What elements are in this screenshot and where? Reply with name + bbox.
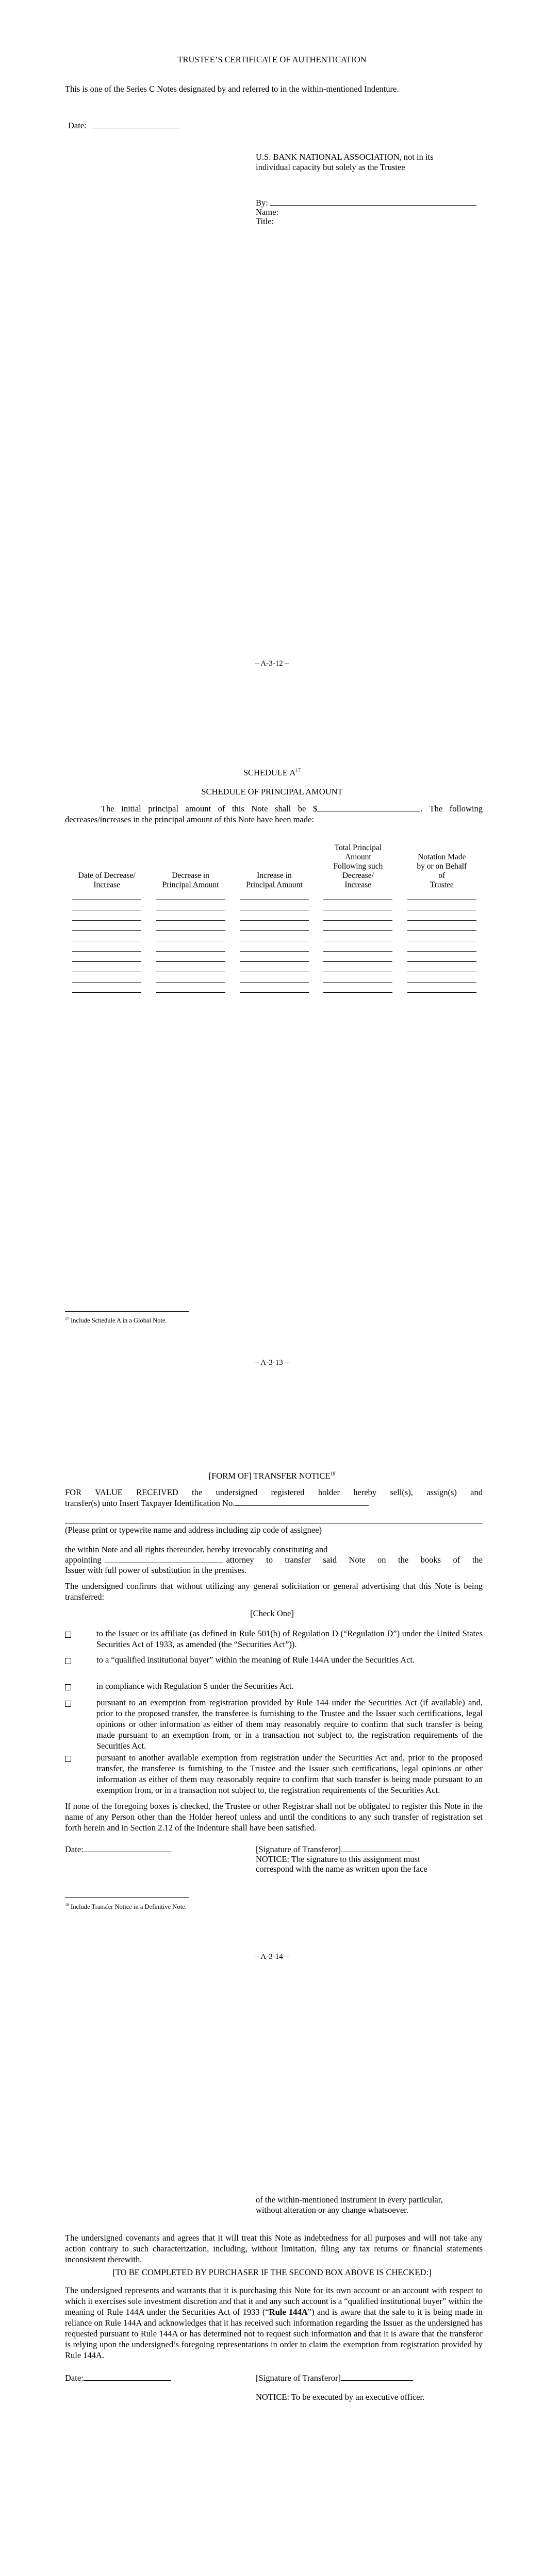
table-cell-blank bbox=[316, 900, 400, 910]
date-label: Date: bbox=[65, 1844, 84, 1854]
table-cell-blank bbox=[65, 982, 149, 993]
fill-in-line bbox=[240, 941, 309, 952]
table-cell-blank bbox=[400, 921, 484, 931]
table-cell-blank bbox=[149, 931, 232, 941]
col-header-line2: Trustee bbox=[430, 880, 454, 889]
table-cell-blank bbox=[316, 921, 400, 931]
trustee-block bbox=[256, 152, 434, 173]
purchaser-signature-line bbox=[256, 2372, 413, 2383]
signature-blank bbox=[341, 2372, 413, 2381]
date-label: Date: bbox=[65, 2373, 84, 2383]
checkbox-affiliate[interactable] bbox=[65, 1632, 71, 1638]
col-header-line1: Decrease in bbox=[172, 871, 209, 880]
option-regulation-s: in compliance with Regulation S under the Securities Act. bbox=[96, 1681, 294, 1691]
fill-in-line bbox=[156, 982, 225, 993]
footnote-number: 17 bbox=[65, 1316, 69, 1321]
fill-in-line bbox=[156, 890, 225, 900]
fill-in-line bbox=[407, 931, 476, 941]
table-cell-blank bbox=[316, 952, 400, 962]
by-blank bbox=[270, 198, 476, 206]
fill-in-line bbox=[323, 900, 392, 910]
fill-in-line bbox=[323, 972, 392, 982]
date-blank bbox=[93, 120, 179, 128]
option-affiliate: to the Issuer or its affiliate (as defined in Rule 501(b) of Regulation D (“Regulation D”) under the United States Securities Act of 1933, as amended (the “Securities Act”)). bbox=[96, 1629, 483, 1649]
table-cell-blank bbox=[316, 962, 400, 972]
col-header-date bbox=[65, 843, 149, 890]
attorney-blank bbox=[105, 1555, 223, 1563]
fill-in-line bbox=[407, 890, 476, 900]
attorney-text: attorney to transfer said Note on the books of the bbox=[226, 1555, 483, 1565]
schedule-heading bbox=[0, 768, 544, 778]
option-qib: to a “qualified institutional buyer” within the meaning of Rule 144A under the Securities Act. bbox=[96, 1655, 415, 1665]
table-cell-blank bbox=[400, 910, 484, 921]
footnote-17 bbox=[65, 1316, 167, 1325]
fill-in-line bbox=[240, 931, 309, 941]
fill-in-line bbox=[323, 952, 392, 962]
table-cell-blank bbox=[233, 910, 316, 921]
schedule-intro-b: . The following decreases/increases in the principal amount of this Note have been made: bbox=[65, 804, 483, 824]
table-cell-blank bbox=[149, 910, 232, 921]
fill-in-line bbox=[156, 952, 225, 962]
transfer-para-1 bbox=[65, 1487, 483, 1509]
table-cell-blank bbox=[316, 910, 400, 921]
table-cell-blank bbox=[149, 890, 232, 900]
option-rule-144: pursuant to an exemption from registration provided by Rule 144 under the Securities Act (if available) and, prior to the proposed transfer, the transferee is furnishing to the Trustee and the Issuer such certifications, legal opinions or other information as either of them may reasonably require to confirm that such transfer is being made pursuant to an exemption from, or in a transaction not subject to, the registration requirements of the Securities Act. bbox=[96, 1698, 483, 1751]
table-cell-blank bbox=[316, 890, 400, 900]
print-note: (Please print or typewrite name and address including zip code of assignee) bbox=[65, 1525, 322, 1535]
table-row bbox=[65, 962, 484, 972]
fill-in-line bbox=[156, 962, 225, 972]
table-header-row bbox=[65, 843, 484, 890]
table-cell-blank bbox=[65, 890, 149, 900]
fill-in-line bbox=[323, 921, 392, 931]
fill-in-line bbox=[323, 982, 392, 993]
appointing-label: appointing bbox=[65, 1555, 102, 1565]
fill-in-line bbox=[407, 910, 476, 921]
schedule-intro-a: The initial principal amount of this Note shall be $ bbox=[101, 804, 318, 814]
table-cell-blank bbox=[233, 972, 316, 982]
transfer-para-2-line-1: the within Note and all rights thereunder, hereby irrevocably constituting and bbox=[65, 1545, 328, 1554]
schedule-heading-text: SCHEDULE A bbox=[243, 768, 296, 777]
schedule-subheading: SCHEDULE OF PRINCIPAL AMOUNT bbox=[201, 787, 343, 796]
fill-in-line bbox=[407, 982, 476, 993]
table-cell-blank bbox=[400, 962, 484, 972]
footnote-text: Include Schedule A in a Global Note. bbox=[71, 1317, 167, 1325]
principal-schedule-table bbox=[65, 843, 484, 993]
transfer-heading-text: [FORM OF] TRANSFER NOTICE bbox=[208, 1471, 331, 1481]
table-cell-blank bbox=[233, 962, 316, 972]
fill-in-line bbox=[72, 890, 141, 900]
page-number: – A-3-13 – bbox=[255, 1359, 289, 1367]
initial-amount-blank bbox=[317, 803, 420, 811]
table-cell-blank bbox=[65, 972, 149, 982]
date-line bbox=[68, 120, 179, 131]
transferor-signature-line bbox=[256, 1844, 413, 1855]
table-cell-blank bbox=[233, 931, 316, 941]
fill-in-line bbox=[407, 941, 476, 952]
fill-in-line bbox=[240, 952, 309, 962]
table-row bbox=[65, 900, 484, 910]
transfer-date-line bbox=[65, 1844, 171, 1855]
check-one-label: [Check One] bbox=[250, 1608, 294, 1618]
table-row bbox=[65, 931, 484, 941]
title-label: Title: bbox=[256, 216, 274, 226]
checkbox-rule-144[interactable] bbox=[65, 1701, 71, 1707]
fill-in-line bbox=[240, 890, 309, 900]
table-cell-blank bbox=[400, 931, 484, 941]
table-cell-blank bbox=[65, 921, 149, 931]
purchaser-bracket-heading: [TO BE COMPLETED BY PURCHASER IF THE SECOND BOX ABOVE IS CHECKED:] bbox=[112, 2267, 432, 2277]
qib-text-a: The undersigned represents and warrants that it is purchasing this Note for its own account or an account with respect to which it exercises sole investment discretion and that it and any such account is a “qualified institutional buyer” within the meaning of Rule 144A under the Securities Act of 1933 (“ bbox=[65, 2285, 483, 2317]
fill-in-line bbox=[407, 952, 476, 962]
col-header-decrease bbox=[149, 843, 232, 890]
checkbox-regulation-s[interactable] bbox=[65, 1684, 71, 1690]
table-cell-blank bbox=[233, 952, 316, 962]
fill-in-line bbox=[72, 931, 141, 941]
checkbox-other-exemption[interactable] bbox=[65, 1756, 71, 1762]
table-cell-blank bbox=[316, 982, 400, 993]
fill-in-line bbox=[323, 962, 392, 972]
name-label: Name: bbox=[256, 207, 278, 217]
col-header-line1: Date of Decrease/ bbox=[78, 871, 136, 880]
col-header-line1: Total Principal Amount Following such Decrease/ bbox=[333, 843, 383, 880]
transfer-para-2 bbox=[65, 1545, 483, 1575]
table-cell-blank bbox=[149, 900, 232, 910]
table-cell-blank bbox=[65, 952, 149, 962]
transfer-para-3: The undersigned confirms that without utilizing any general solicitation or general advertising that this Note is being transferred: bbox=[65, 1581, 483, 1602]
fill-in-line bbox=[240, 982, 309, 993]
table-cell-blank bbox=[316, 941, 400, 952]
certificate-intro: This is one of the Series C Notes designated by and referred to in the within-mentioned Indenture. bbox=[65, 84, 399, 94]
table-cell-blank bbox=[233, 890, 316, 900]
fill-in-line bbox=[240, 962, 309, 972]
bank-line-1: U.S. BANK NATIONAL ASSOCIATION, not in its bbox=[256, 152, 434, 162]
table-cell-blank bbox=[233, 982, 316, 993]
fill-in-line bbox=[240, 910, 309, 921]
table-cell-blank bbox=[400, 982, 484, 993]
table-cell-blank bbox=[316, 972, 400, 982]
table-cell-blank bbox=[149, 921, 232, 931]
fill-in-line bbox=[156, 941, 225, 952]
table-cell-blank bbox=[65, 962, 149, 972]
fill-in-line bbox=[407, 900, 476, 910]
signature-label: [Signature of Transferor] bbox=[256, 2373, 341, 2383]
fill-in-line bbox=[156, 900, 225, 910]
table-row bbox=[65, 921, 484, 931]
fill-in-line bbox=[72, 910, 141, 921]
col-header-total bbox=[316, 843, 400, 890]
fill-in-line bbox=[323, 941, 392, 952]
table-cell-blank bbox=[400, 952, 484, 962]
purchaser-date-line bbox=[65, 2372, 171, 2383]
fill-in-line bbox=[72, 941, 141, 952]
col-header-line2: Increase bbox=[344, 880, 372, 889]
footnote-rule bbox=[65, 1897, 189, 1898]
col-header-notation bbox=[400, 843, 484, 890]
signature-notice: NOTICE: The signature to this assignment must correspond with the name as written upon the face bbox=[256, 1854, 427, 1874]
schedule-intro bbox=[65, 803, 483, 825]
footnote-18 bbox=[65, 1903, 187, 1911]
table-cell-blank bbox=[400, 890, 484, 900]
covenant-paragraph: The undersigned covenants and agrees that it will treat this Note as indebtedness for all purposes and will not take any action contrary to such characterization, including, without limitation, filing any tax returns or financial statements inconsistent therewith. bbox=[65, 2233, 483, 2264]
table-cell-blank bbox=[149, 952, 232, 962]
notice-continuation: of the within-mentioned instrument in every particular, without alteration or any change whatsoever. bbox=[256, 2195, 443, 2215]
fill-in-line bbox=[72, 972, 141, 982]
fill-in-line bbox=[240, 900, 309, 910]
table-cell-blank bbox=[400, 941, 484, 952]
fill-in-line bbox=[72, 982, 141, 993]
signature-blank bbox=[341, 1844, 413, 1852]
fill-in-line bbox=[156, 931, 225, 941]
table-cell-blank bbox=[65, 900, 149, 910]
option-other-exemption: pursuant to another available exemption from registration under the Securities Act and, prior to the proposed transfer, the transferee is furnishing to the Trustee and the Issuer such certifications, legal opinions or other information as either of them may reasonably require to confirm that such transfer is being made pursuant to an exemption from, or in a transaction not subject to, the registration requirements of the Securities Act. bbox=[96, 1753, 483, 1795]
executive-officer-notice: NOTICE: To be executed by an executive officer. bbox=[256, 2392, 425, 2402]
table-cell-blank bbox=[233, 900, 316, 910]
page-a-3-14 bbox=[0, 1406, 544, 2110]
date-blank bbox=[84, 2372, 171, 2381]
rule-144a-defined-term: Rule 144A bbox=[269, 2307, 308, 2317]
table-cell-blank bbox=[65, 910, 149, 921]
table-row bbox=[65, 952, 484, 962]
table-row bbox=[65, 910, 484, 921]
date-label: Date: bbox=[68, 121, 87, 130]
date-blank bbox=[84, 1844, 171, 1852]
page-a-3-13 bbox=[0, 703, 544, 1406]
table-cell-blank bbox=[65, 931, 149, 941]
fill-in-line bbox=[156, 921, 225, 931]
table-body bbox=[65, 890, 484, 993]
fill-in-line bbox=[323, 931, 392, 941]
col-header-line2: Increase bbox=[93, 880, 120, 889]
table-row bbox=[65, 890, 484, 900]
fill-in-line bbox=[323, 910, 392, 921]
table-cell-blank bbox=[233, 941, 316, 952]
footnote-number: 18 bbox=[65, 1903, 69, 1907]
transfer-para-1-line-1: FOR VALUE RECEIVED the undersigned registered holder hereby sell(s), assign(s) and bbox=[65, 1487, 483, 1497]
table-cell-blank bbox=[149, 972, 232, 982]
fill-in-line bbox=[323, 890, 392, 900]
fill-in-line bbox=[72, 921, 141, 931]
page-a-3-12 bbox=[0, 0, 544, 703]
table-cell-blank bbox=[65, 941, 149, 952]
table-cell-blank bbox=[149, 941, 232, 952]
page-number: – A-3-12 – bbox=[255, 659, 289, 668]
qib-representation-paragraph bbox=[65, 2285, 483, 2361]
fill-in-line bbox=[407, 972, 476, 982]
certificate-title: TRUSTEE’S CERTIFICATE OF AUTHENTICATION bbox=[177, 55, 367, 64]
schedule-footnote-ref: 17 bbox=[295, 768, 301, 774]
footnote-text: Include Transfer Notice in a Definitive Note. bbox=[71, 1903, 187, 1911]
fill-in-line bbox=[72, 962, 141, 972]
table-cell-blank bbox=[400, 972, 484, 982]
transfer-para-1-line-2: transfer(s) unto Insert Taxpayer Identification No. bbox=[65, 1498, 235, 1508]
col-header-line2: Principal Amount bbox=[246, 880, 303, 889]
table-row bbox=[65, 972, 484, 982]
col-header-line2: Principal Amount bbox=[162, 880, 219, 889]
by-label: By: bbox=[256, 198, 268, 208]
checkbox-qib[interactable] bbox=[65, 1658, 71, 1664]
qib-text-b: ”) and is aware that the sale to it is being made in reliance on Rule 144A and acknowledges that it has received such information regarding the Issuer as the undersigned has requested pursuant to Rule 144A or has determined not to request such information and that it is aware that the transferor is relying upon the undersigned’s foregoing representations in order to claim the exemption from registration provided by Rule 144A. bbox=[65, 2307, 483, 2360]
transfer-para-4: If none of the foregoing boxes is checked, the Trustee or other Registrar shall not be obligated to register this Note in the name of any Person other than the Holder hereof unless and until the conditions to any such transfer of registration set forth herein and in Section 2.12 of the Indenture shall have been satisfied. bbox=[65, 1801, 483, 1833]
col-header-increase bbox=[233, 843, 316, 890]
page-a-3-15 bbox=[0, 2110, 544, 2576]
transfer-footnote-ref: 18 bbox=[330, 1471, 336, 1477]
bank-line-2: individual capacity but solely as the Trustee bbox=[256, 162, 405, 172]
transfer-heading bbox=[0, 1471, 544, 1481]
fill-in-line bbox=[407, 962, 476, 972]
signature-block bbox=[256, 198, 476, 226]
fill-in-line bbox=[156, 972, 225, 982]
fill-in-line bbox=[72, 952, 141, 962]
table-row bbox=[65, 982, 484, 993]
footnote-rule bbox=[65, 1311, 189, 1312]
fill-in-line bbox=[407, 921, 476, 931]
fill-in-line bbox=[156, 910, 225, 921]
page-number: – A-3-14 – bbox=[255, 1953, 289, 1961]
table-cell-blank bbox=[400, 900, 484, 910]
col-header-line1: Increase in bbox=[257, 871, 292, 880]
taxpayer-id-blank bbox=[235, 1498, 369, 1506]
signature-label: [Signature of Transferor] bbox=[256, 1844, 341, 1854]
fill-in-line bbox=[240, 972, 309, 982]
table-cell-blank bbox=[149, 962, 232, 972]
table-row bbox=[65, 941, 484, 952]
fill-in-line bbox=[72, 900, 141, 910]
fill-in-line bbox=[240, 921, 309, 931]
table-cell-blank bbox=[233, 921, 316, 931]
table-cell-blank bbox=[149, 982, 232, 993]
col-header-line1: Notation Made by or on Behalf of bbox=[417, 853, 467, 880]
table-cell-blank bbox=[316, 931, 400, 941]
transfer-para-2-line-3: Issuer with full power of substitution in the premises. bbox=[65, 1565, 247, 1575]
